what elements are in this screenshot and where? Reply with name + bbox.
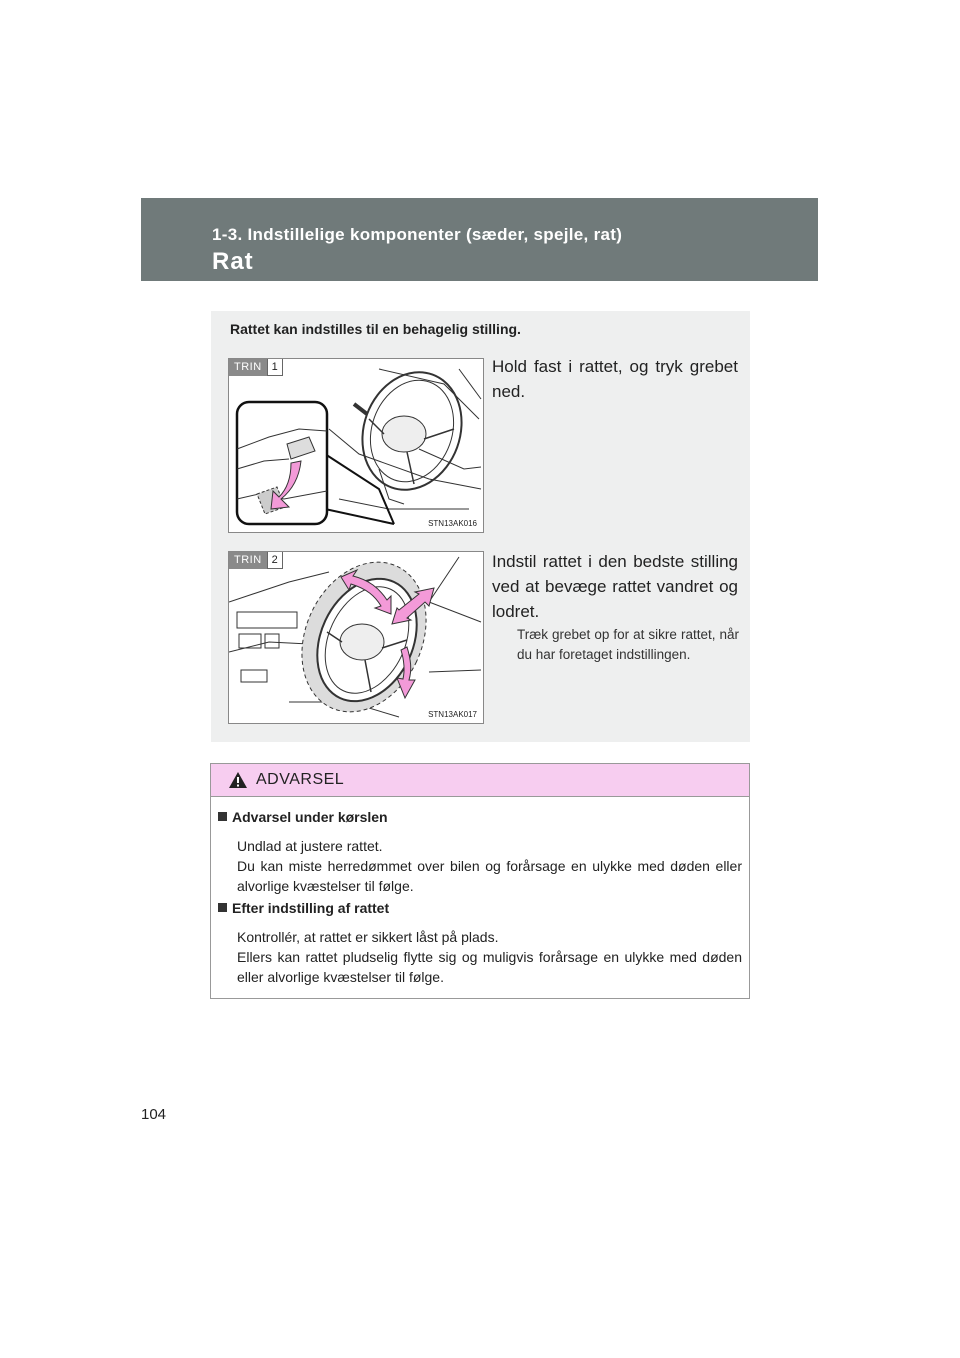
warning-title: ADVARSEL bbox=[256, 771, 345, 788]
step-label: TRIN bbox=[229, 552, 267, 569]
warning-box bbox=[210, 763, 750, 999]
instruction-panel bbox=[211, 311, 750, 742]
step-label: TRIN bbox=[229, 359, 267, 376]
step-1-text: Hold fast i rattet, og tryk grebet ned. bbox=[492, 357, 738, 401]
section-title: 1-3. Indstillelige komponenter (sæder, spejle, rat) bbox=[212, 225, 623, 244]
warning-item-text: Kontrollér, at rattet er sikkert låst på plads. Ellers kan rattet pludselig flytte sig og muligvis forårsage en ulykke med døden eller alvorlige kvæstelser til følge. bbox=[237, 929, 742, 985]
step-2-badge bbox=[229, 552, 283, 569]
square-bullet-icon bbox=[218, 903, 227, 912]
step-2-illustration bbox=[228, 551, 484, 724]
steering-adjust-illustration bbox=[229, 552, 483, 723]
page-number: 104 bbox=[141, 1106, 167, 1123]
step-2-note: Træk grebet op for at sikre rattet, når du har foretaget indstillingen. bbox=[517, 627, 739, 662]
square-bullet-icon bbox=[218, 812, 227, 821]
warning-item-heading: Advarsel under kørslen bbox=[218, 809, 388, 825]
warning-item-heading: Efter indstilling af rattet bbox=[218, 900, 389, 916]
step-number: 1 bbox=[267, 359, 283, 376]
figure-code: STN13AK016 bbox=[428, 519, 477, 528]
section-header bbox=[141, 198, 818, 281]
step-number: 2 bbox=[267, 552, 283, 569]
warning-item-text: Undlad at justere rattet. Du kan miste herredømmet over bilen og forårsage en ulykke med døden eller alvorlige kvæstelser til følge. bbox=[237, 838, 742, 894]
steering-lever-illustration bbox=[229, 359, 483, 532]
step-2-text: Indstil rattet i den bedste stilling ved at bevæge rattet vandret og lodret. bbox=[492, 552, 738, 621]
figure-code: STN13AK017 bbox=[428, 710, 477, 719]
page-title: Rat bbox=[212, 248, 254, 275]
warning-triangle-icon bbox=[228, 771, 248, 789]
step-1-illustration bbox=[228, 358, 484, 533]
warning-header bbox=[211, 764, 749, 797]
step-1-badge bbox=[229, 359, 283, 376]
intro-text: Rattet kan indstilles til en behagelig stilling. bbox=[230, 321, 521, 337]
